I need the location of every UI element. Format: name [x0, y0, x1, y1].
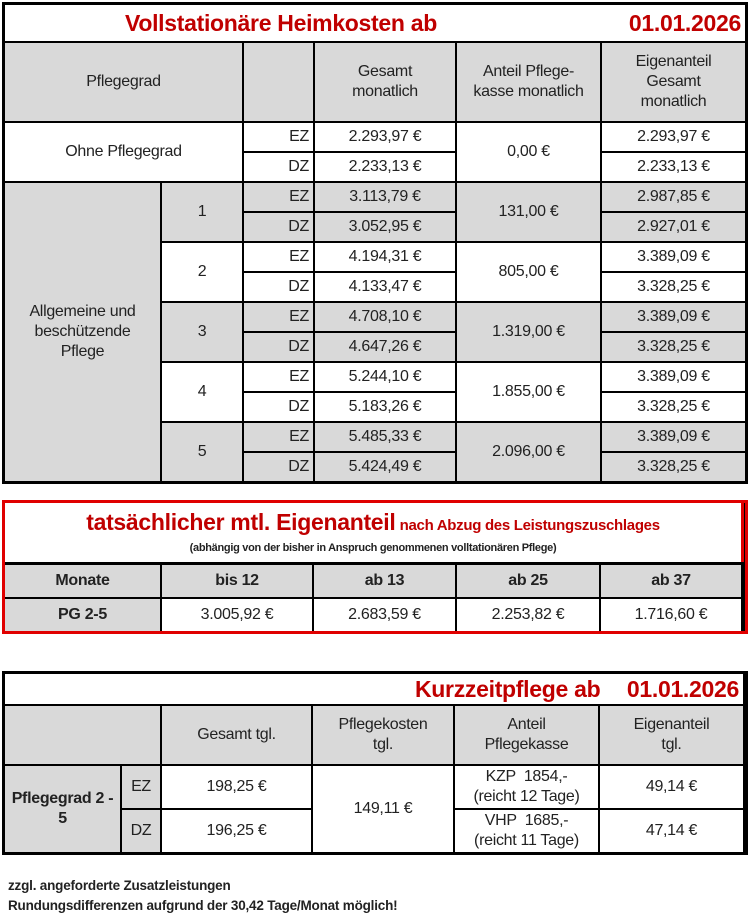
gesamt-value: 4.133,47 € — [315, 273, 455, 301]
gesamt-value: 4.708,10 € — [315, 303, 455, 331]
title-line — [86, 508, 660, 536]
eigenanteil-value: 2.233,13 € — [602, 153, 745, 181]
pflegegrad-number: 5 — [162, 423, 242, 481]
value-bis-12: 3.005,92 € — [162, 599, 312, 631]
header-monate: Monate — [5, 565, 160, 597]
header-blank — [5, 706, 160, 764]
header-gesamt: Gesamt tgl. — [162, 706, 311, 764]
eigenanteil-value: 2.293,97 € — [602, 123, 745, 151]
header-blank — [244, 43, 313, 121]
gesamt-value: 4.194,31 € — [315, 243, 455, 271]
anteil-value: 1.319,00 € — [457, 303, 600, 361]
header-ab-37: ab 37 — [601, 565, 741, 597]
allgemeine-pflege-label: Allgemeine und beschützende Pflege — [5, 183, 160, 481]
eigenanteil-value: 3.328,25 € — [602, 393, 745, 421]
kurzzeitpflege-title — [5, 674, 743, 704]
dz-label: DZ — [122, 810, 160, 852]
value-ab-13: 2.683,59 € — [314, 599, 455, 631]
anteil-value: 2.096,00 € — [457, 423, 600, 481]
header-pflegegrad: Pflegegrad — [5, 43, 242, 121]
anteil-amount: VHP 1685,- — [484, 812, 569, 829]
value-ab-25: 2.253,82 € — [457, 599, 599, 631]
pflegegrad-number: 1 — [162, 183, 242, 241]
gesamt-value: 5.424,49 € — [315, 453, 455, 481]
anteil-value: 131,00 € — [457, 183, 600, 241]
gesamt-value: 3.052,95 € — [315, 213, 455, 241]
gesamt-value: 3.113,79 € — [315, 183, 455, 211]
eigenanteil-value: 3.328,25 € — [602, 333, 745, 361]
eigenanteil-value: 3.389,09 € — [602, 243, 745, 271]
ez-label: EZ — [244, 123, 313, 151]
ez-label: EZ — [122, 766, 160, 808]
title-text: Vollstationäre Heimkosten ab — [125, 10, 437, 36]
title-big: tatsächlicher mtl. Eigenanteil — [86, 508, 396, 535]
pflegegrad-number: 2 — [162, 243, 242, 301]
pflegekosten-value: 149,11 € — [313, 766, 453, 852]
heimkosten-title — [5, 5, 745, 41]
header-eigenanteil: Eigenanteil Gesamt monatlich — [602, 43, 745, 121]
anteil-value: 1.855,00 € — [457, 363, 600, 421]
gesamt-value: 5.183,26 € — [315, 393, 455, 421]
anteil-days: (reicht 12 Tage) — [473, 788, 580, 805]
subtitle: (abhängig von der bisher in Anspruch genommenen volltationären Pflege) — [189, 541, 557, 554]
gesamt-value: 196,25 € — [162, 810, 311, 852]
dz-label: DZ — [244, 393, 313, 421]
gesamt-value: 5.485,33 € — [315, 423, 455, 451]
kurzzeitpflege-table — [2, 671, 748, 855]
value-ab-37: 1.716,60 € — [601, 599, 741, 631]
heimkosten-table — [2, 2, 748, 484]
pflegegrad-label: Pflegegrad 2 - 5 — [5, 766, 120, 852]
ez-label: EZ — [244, 423, 313, 451]
pflegegrad-number: 4 — [162, 363, 242, 421]
gesamt-value: 5.244,10 € — [315, 363, 455, 391]
ez-label: EZ — [244, 363, 313, 391]
eigenanteil-value: 3.328,25 € — [602, 273, 745, 301]
gesamt-value: 4.647,26 € — [315, 333, 455, 361]
ez-label: EZ — [244, 183, 313, 211]
gesamt-value: 2.293,97 € — [315, 123, 455, 151]
anteil-days: (reicht 11 Tage) — [474, 832, 579, 849]
anteil-value: 0,00 € — [457, 123, 600, 181]
pflegegrad-number: 3 — [162, 303, 242, 361]
anteil-value — [455, 810, 598, 852]
row-label-pg: PG 2-5 — [5, 599, 160, 631]
footer-note-zusatzleistungen: zzgl. angeforderte Zusatzleistungen — [8, 878, 231, 893]
eigenanteil-value: 3.389,09 € — [602, 303, 745, 331]
title-date: 01.01.2026 — [628, 10, 741, 36]
anteil-value — [455, 766, 598, 808]
eigenanteil-table — [2, 500, 748, 634]
header-anteil: Anteil Pflege-kasse monatlich — [457, 43, 600, 121]
eigenanteil-value: 2.987,85 € — [602, 183, 745, 211]
eigenanteil-value: 47,14 € — [600, 810, 743, 852]
gesamt-value: 198,25 € — [162, 766, 311, 808]
title-text: Kurzzeitpflege ab — [415, 676, 601, 702]
header-ab-25: ab 25 — [457, 565, 599, 597]
dz-label: DZ — [244, 153, 313, 181]
dz-label: DZ — [244, 273, 313, 301]
eigenanteil-value: 2.927,01 € — [602, 213, 745, 241]
eigenanteil-value: 3.328,25 € — [602, 453, 745, 481]
footer-note-rundung: Rundungsdifferenzen aufgrund der 30,42 Tage/Monat möglich! — [8, 898, 398, 913]
eigenanteil-value: 49,14 € — [600, 766, 743, 808]
ez-label: EZ — [244, 243, 313, 271]
gesamt-value: 2.233,13 € — [315, 153, 455, 181]
header-ab-13: ab 13 — [314, 565, 455, 597]
dz-label: DZ — [244, 333, 313, 361]
eigenanteil-title — [2, 500, 744, 562]
header-eigenanteil: Eigenanteil tgl. — [600, 706, 743, 764]
header-pflegekosten: Pflegekosten tgl. — [313, 706, 453, 764]
header-bis-12: bis 12 — [162, 565, 312, 597]
ez-label: EZ — [244, 303, 313, 331]
dz-label: DZ — [244, 213, 313, 241]
anteil-value: 805,00 € — [457, 243, 600, 301]
title-small: nach Abzug des Leistungszuschlages — [399, 516, 660, 534]
anteil-amount: KZP 1854,- — [485, 768, 568, 785]
eigenanteil-value: 3.389,09 € — [602, 363, 745, 391]
header-gesamt: Gesamt monatlich — [315, 43, 455, 121]
eigenanteil-value: 3.389,09 € — [602, 423, 745, 451]
header-anteil: Anteil Pflegekasse — [455, 706, 598, 764]
ohne-pflegegrad-label: Ohne Pflegegrad — [5, 123, 242, 181]
dz-label: DZ — [244, 453, 313, 481]
title-date: 01.01.2026 — [626, 676, 739, 702]
